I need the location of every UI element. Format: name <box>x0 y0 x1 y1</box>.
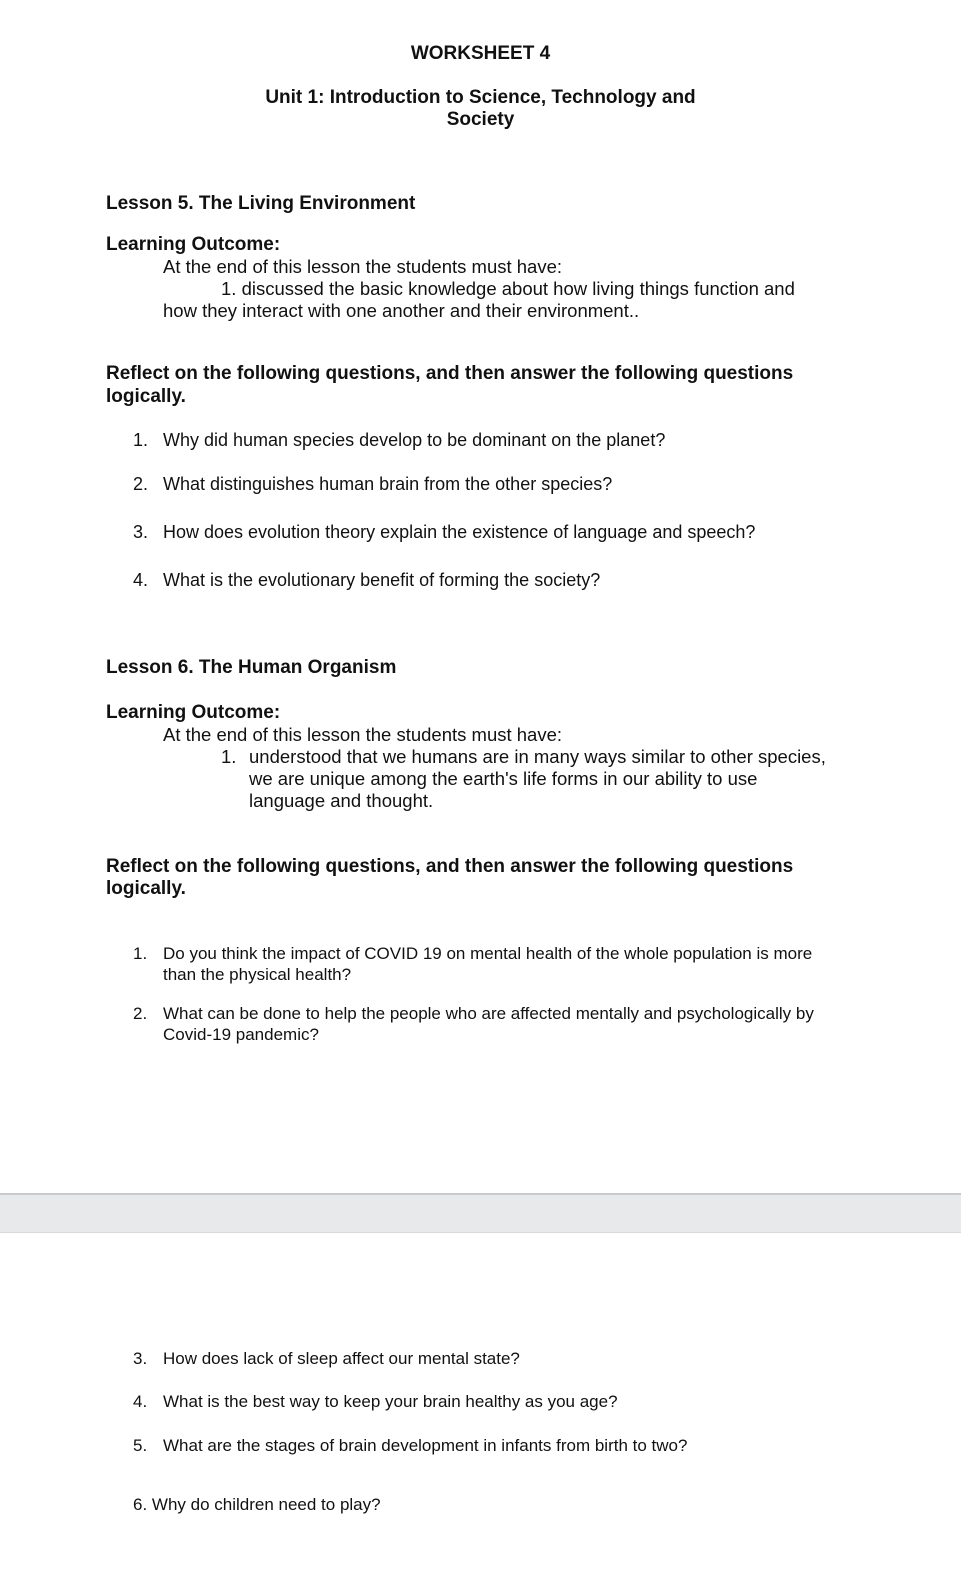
lesson6-q2-number: 2. <box>133 1004 148 1023</box>
lesson6-q1-number: 1. <box>133 944 148 963</box>
lesson6-q6-text: 6. Why do children need to play? <box>133 1495 381 1514</box>
unit-title-line2: Society <box>446 109 515 130</box>
lesson6-q4-text: What is the best way to keep your brain healthy as you age? <box>163 1392 618 1411</box>
page-break-gap <box>0 1193 961 1233</box>
lesson5-heading: Lesson 5. The Living Environment <box>106 193 416 214</box>
lesson6-q2-line2: Covid-19 pandemic? <box>163 1025 319 1044</box>
lesson5-q2-number: 2. <box>133 474 149 494</box>
lesson6-heading: Lesson 6. The Human Organism <box>106 657 397 678</box>
lesson5-q1-text: Why did human species develop to be dominant on the planet? <box>163 430 666 450</box>
lesson6-outcome-intro: At the end of this lesson the students must have: <box>163 724 563 745</box>
lesson6-q3-number: 3. <box>133 1349 148 1368</box>
lesson5-q4-text: What is the evolutionary benefit of forming the society? <box>163 570 601 590</box>
lesson6-q5-text: What are the stages of brain development in infants from birth to two? <box>163 1436 688 1455</box>
lesson6-q5-number: 5. <box>133 1436 148 1455</box>
lesson6-outcome-item-line3: language and thought. <box>249 790 434 811</box>
unit-title-line1: Unit 1: Introduction to Science, Technology and <box>265 87 696 108</box>
lesson5-q1-number: 1. <box>133 430 149 450</box>
lesson5-reflect-line1: Reflect on the following questions, and then answer the following questions <box>106 363 794 384</box>
lesson5-outcome-item-line1: 1. discussed the basic knowledge about how living things function and <box>221 278 795 299</box>
lesson6-q3-text: How does lack of sleep affect our mental state? <box>163 1349 520 1368</box>
lesson6-q1-line2: than the physical health? <box>163 965 352 984</box>
lesson6-outcome-item-line2: we are unique among the earth's life forms in our ability to use <box>249 768 758 789</box>
lesson5-outcome-item-line2: how they interact with one another and their environment.. <box>163 300 640 321</box>
lesson5-q2-text: What distinguishes human brain from the other species? <box>163 474 613 494</box>
lesson6-outcome-item-line1: understood that we humans are in many ways similar to other species, <box>249 746 826 767</box>
lesson6-outcome-item-number: 1. <box>221 746 237 767</box>
lesson6-q4-number: 4. <box>133 1392 148 1411</box>
lesson5-outcome-label: Learning Outcome: <box>106 234 281 255</box>
lesson5-q3-number: 3. <box>133 522 149 542</box>
lesson5-q3-text: How does evolution theory explain the existence of language and speech? <box>163 522 756 542</box>
worksheet-title: WORKSHEET 4 <box>410 43 551 64</box>
lesson5-q4-number: 4. <box>133 570 149 590</box>
lesson5-reflect-line2: logically. <box>106 386 186 407</box>
lesson6-q2-line1: What can be done to help the people who are affected mentally and psychologically by <box>163 1004 814 1023</box>
lesson6-reflect-line1: Reflect on the following questions, and then answer the following questions <box>106 856 794 877</box>
lesson6-reflect-line2: logically. <box>106 878 186 899</box>
lesson6-q1-line1: Do you think the impact of COVID 19 on mental health of the whole population is more <box>163 944 813 963</box>
lesson6-outcome-label: Learning Outcome: <box>106 702 281 723</box>
lesson5-outcome-intro: At the end of this lesson the students must have: <box>163 256 563 277</box>
